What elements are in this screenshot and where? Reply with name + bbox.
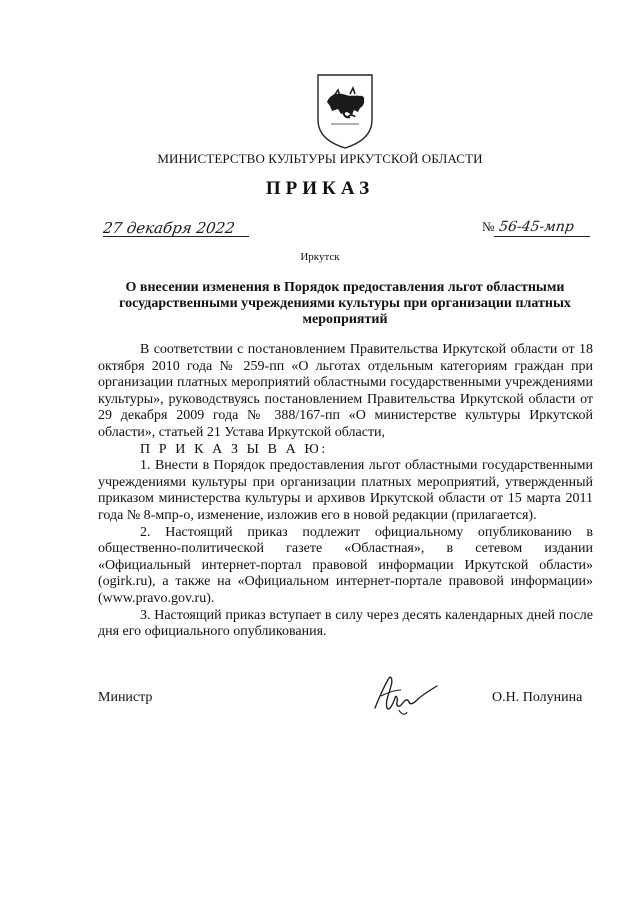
signer-position: Министр — [98, 690, 153, 705]
title-line: О внесении изменения в Порядок предоставления льгот областными — [125, 280, 565, 295]
title-line: мероприятий — [302, 312, 388, 327]
document-number — [497, 214, 592, 236]
document-type-heading: ПРИКАЗ — [265, 178, 375, 199]
document-body — [98, 342, 593, 641]
signature-mark — [365, 668, 445, 720]
order-item-3: 3. Настоящий приказ вступает в силу через десять календарных дней после дня его официального опубликования. — [98, 607, 593, 640]
date-underline — [103, 236, 249, 237]
order-item-1: 1. Внести в Порядок предоставления льгот областными государственными учреждениями культуры при организации платных мероприятий, утвержденный приказом министерства культуры и архивов Иркутской области от 15 марта 2011 года № 8-мпр-о, изменение, изложив его в новой редакции (прилагается). — [98, 458, 593, 523]
ministry-name: МИНИСТЕРСТВО КУЛЬТУРЫ ИРКУТСКОЙ ОБЛАСТИ — [157, 151, 483, 166]
document-date — [103, 214, 251, 238]
document-number-text: 56-45-мпр — [498, 219, 575, 235]
title-line: государственными учреждениями культуры при организации платных — [119, 296, 571, 311]
coat-of-arms-icon — [314, 72, 376, 150]
document-date-text: 27 декабря 2022 — [103, 219, 236, 237]
number-underline — [494, 236, 590, 237]
order-item-2: 2. Настоящий приказ подлежит официальному опубликованию в общественно-политической газете «Областная», в сетевом издании «Официальный интернет-портал правовой информации Иркутской области» (ogirk.ru), а также на «Официальном интернет-портале правовой информации» (www.pravo.gov.ru). — [98, 524, 593, 606]
signer-name: О.Н. Полунина — [492, 690, 583, 705]
number-label: № — [482, 219, 495, 234]
intro-paragraph: В соответствии с постановлением Правительства Иркутской области от 18 октября 2010 года № 259-пп «О льготах отдельным категориям граждан при организации платных мероприятий областными государственными учреждениями культуры», руководствуясь постановлением Правительства Иркутской области от 29 декабря 2009 года № 388/167-пп «О министерстве культуры Иркутской области», статьей 21 Устава Иркутской области, — [98, 342, 593, 440]
city: Иркутск — [300, 251, 340, 263]
order-word: П Р И К А З Ы В А Ю: — [140, 441, 328, 457]
document-title — [104, 280, 586, 328]
